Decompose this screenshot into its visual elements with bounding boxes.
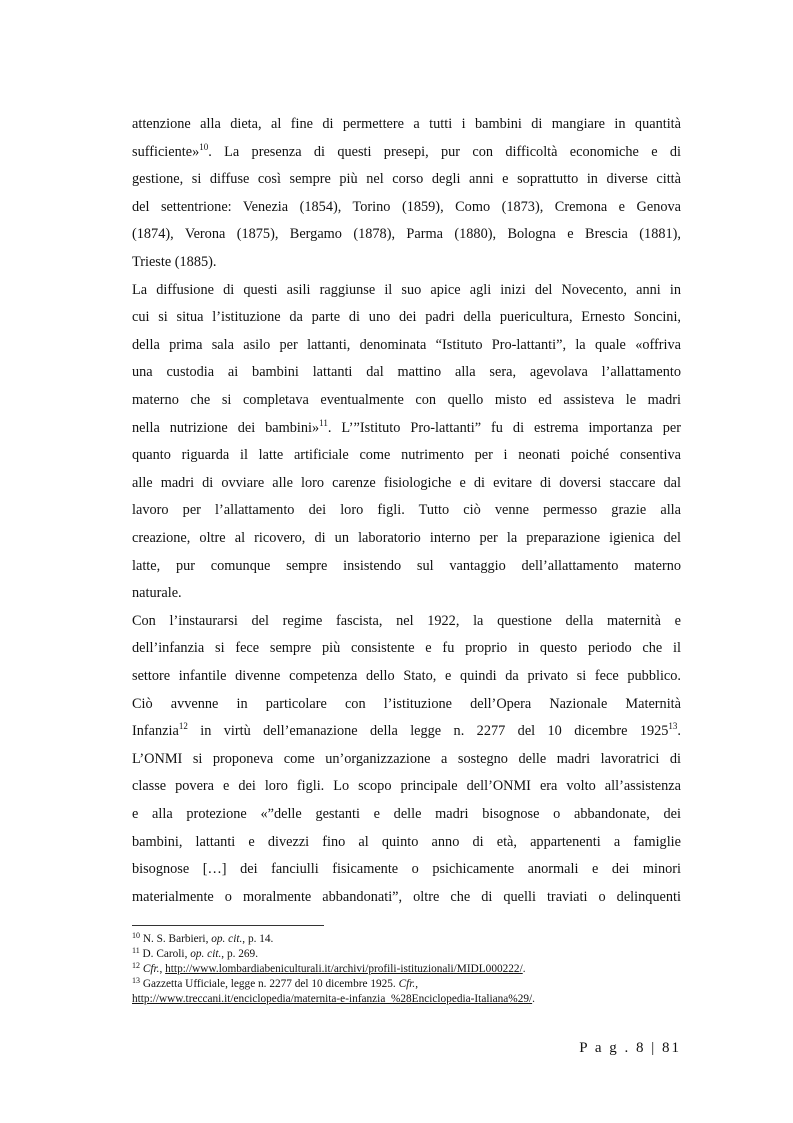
body-line: Ciò avvenne in particolare con l’istituzione dell’Opera Nazionale Maternità — [132, 695, 681, 712]
body-line: (1874), Verona (1875), Bergamo (1878), Parma (1880), Bologna e Brescia (1881), — [132, 226, 681, 243]
footnote-11: $^{11}$ D. Caroli, op. cit., p. 269. — [132, 946, 259, 960]
body-line: sufficiente»$^{10}$. La presenza di questi presepi, pur con difficoltà economiche e di — [132, 141, 681, 160]
body-line: Infanzia$^{12}$ in virtù dell’emanazione della legge n. 2277 del 10 dicembre 1925$^{13}$. — [132, 721, 681, 740]
body-line: del settentrione: Venezia (1854), Torino (1859), Como (1873), Cremona e Genova — [132, 198, 681, 215]
footnote-13: $^{13}$ Gazzetta Ufficiale, legge n. 2277 del 10 dicembre 1925. Cfr., — [132, 976, 419, 990]
body-line: gestione, si diffuse così sempre più nel corso degli anni e soprattutto in diverse città — [132, 171, 681, 188]
body-line: materno che si completava eventualmente con quello misto ed assisteva le madri — [132, 392, 681, 408]
body-line: e alla protezione «”delle gestanti e delle madri bisognose o abbandonate, dei — [132, 806, 681, 822]
body-line: cui si situa l’istituzione da parte di uno dei padri della puericultura, Ernesto Soncini, — [132, 309, 681, 326]
footnote-separator — [132, 925, 324, 926]
footnote-12-link[interactable]: http://www.lombardiabeniculturali.it/archivi/profili-istituzionali/MIDL000222/ — [165, 963, 523, 975]
body-line: classe povera e dei loro figli. Lo scopo principale dell’ONMI era volto all’assistenza — [132, 778, 681, 795]
body-line: La diffusione di questi asili raggiunse il suo apice agli inizi del Novecento, anni in — [132, 281, 681, 298]
footnote-13-link[interactable]: http://www.treccani.it/enciclopedia/maternita-e-infanzia_%28Enciclopedia-Italiana%29/ — [132, 993, 533, 1005]
footnote-12: $^{12}$ Cfr., http://www.lombardiabeniculturali.it/archivi/profili-istituzionali/MIDL000222/. — [132, 961, 526, 975]
footnote-13-continuation: http://www.treccani.it/enciclopedia/maternita-e-infanzia_%28Enciclopedia-Italiana%29/. — [132, 993, 535, 1005]
body-line: alle madri di ovviare alle loro carenze fisiologiche e di evitare di doversi staccare dal — [132, 474, 681, 491]
body-line: quanto riguarda il latte artificiale come nutrimento per i neonati poiché consentiva — [132, 447, 681, 464]
body-line: L’ONMI si proponeva come un’organizzazione a sostegno delle madri lavoratrici di — [132, 750, 681, 767]
body-line: attenzione alla dieta, al fine di permettere a tutti i bambini di mangiare in quantità — [132, 116, 681, 132]
body-line: materialmente o moralmente abbandonati”, oltre che di quelli traviati o delinquenti — [132, 888, 681, 905]
body-line: lavoro per l’allattamento dei loro figli. Tutto ciò venne permesso grazie alla — [132, 502, 681, 519]
body-line: naturale. — [132, 585, 182, 602]
body-line: bambini, lattanti e divezzi fino al quinto anno di età, appartenenti a famiglie — [132, 833, 681, 850]
body-line: Con l’instaurarsi del regime fascista, nel 1922, la questione della maternità e — [132, 612, 681, 629]
body-line: Trieste (1885). — [132, 254, 217, 270]
body-line: latte, pur comunque sempre insistendo sul vantaggio dell’allattamento materno — [132, 557, 681, 574]
body-line: settore infantile divenne competenza dello Stato, e quindi da privato si fece pubblico. — [132, 668, 681, 684]
body-line: della prima sala asilo per lattanti, denominata “Istituto Pro-lattanti”, la quale «offriva — [132, 336, 681, 353]
body-line: nella nutrizione dei bambini»$^{11}$. L’”Istituto Pro-lattanti” fu di estrema importanza per — [132, 417, 681, 436]
page-number: P a g . 8 | 81 — [579, 1040, 681, 1056]
body-line: creazione, oltre al ricovero, di un laboratorio interno per la preparazione igienica del — [132, 530, 681, 546]
footnote-10: $^{10}$ N. S. Barbieri, op. cit., p. 14. — [132, 931, 274, 945]
body-line: una custodia ai bambini lattanti dal mattino alla sera, agevolava l’allattamento — [132, 364, 681, 381]
body-line: bisognose […] dei fanciulli fisicamente o psichicamente anormali e dei minori — [132, 861, 681, 878]
body-line: dell’infanzia si fece sempre più consistente e fu proprio in questo periodo che il — [132, 640, 681, 657]
